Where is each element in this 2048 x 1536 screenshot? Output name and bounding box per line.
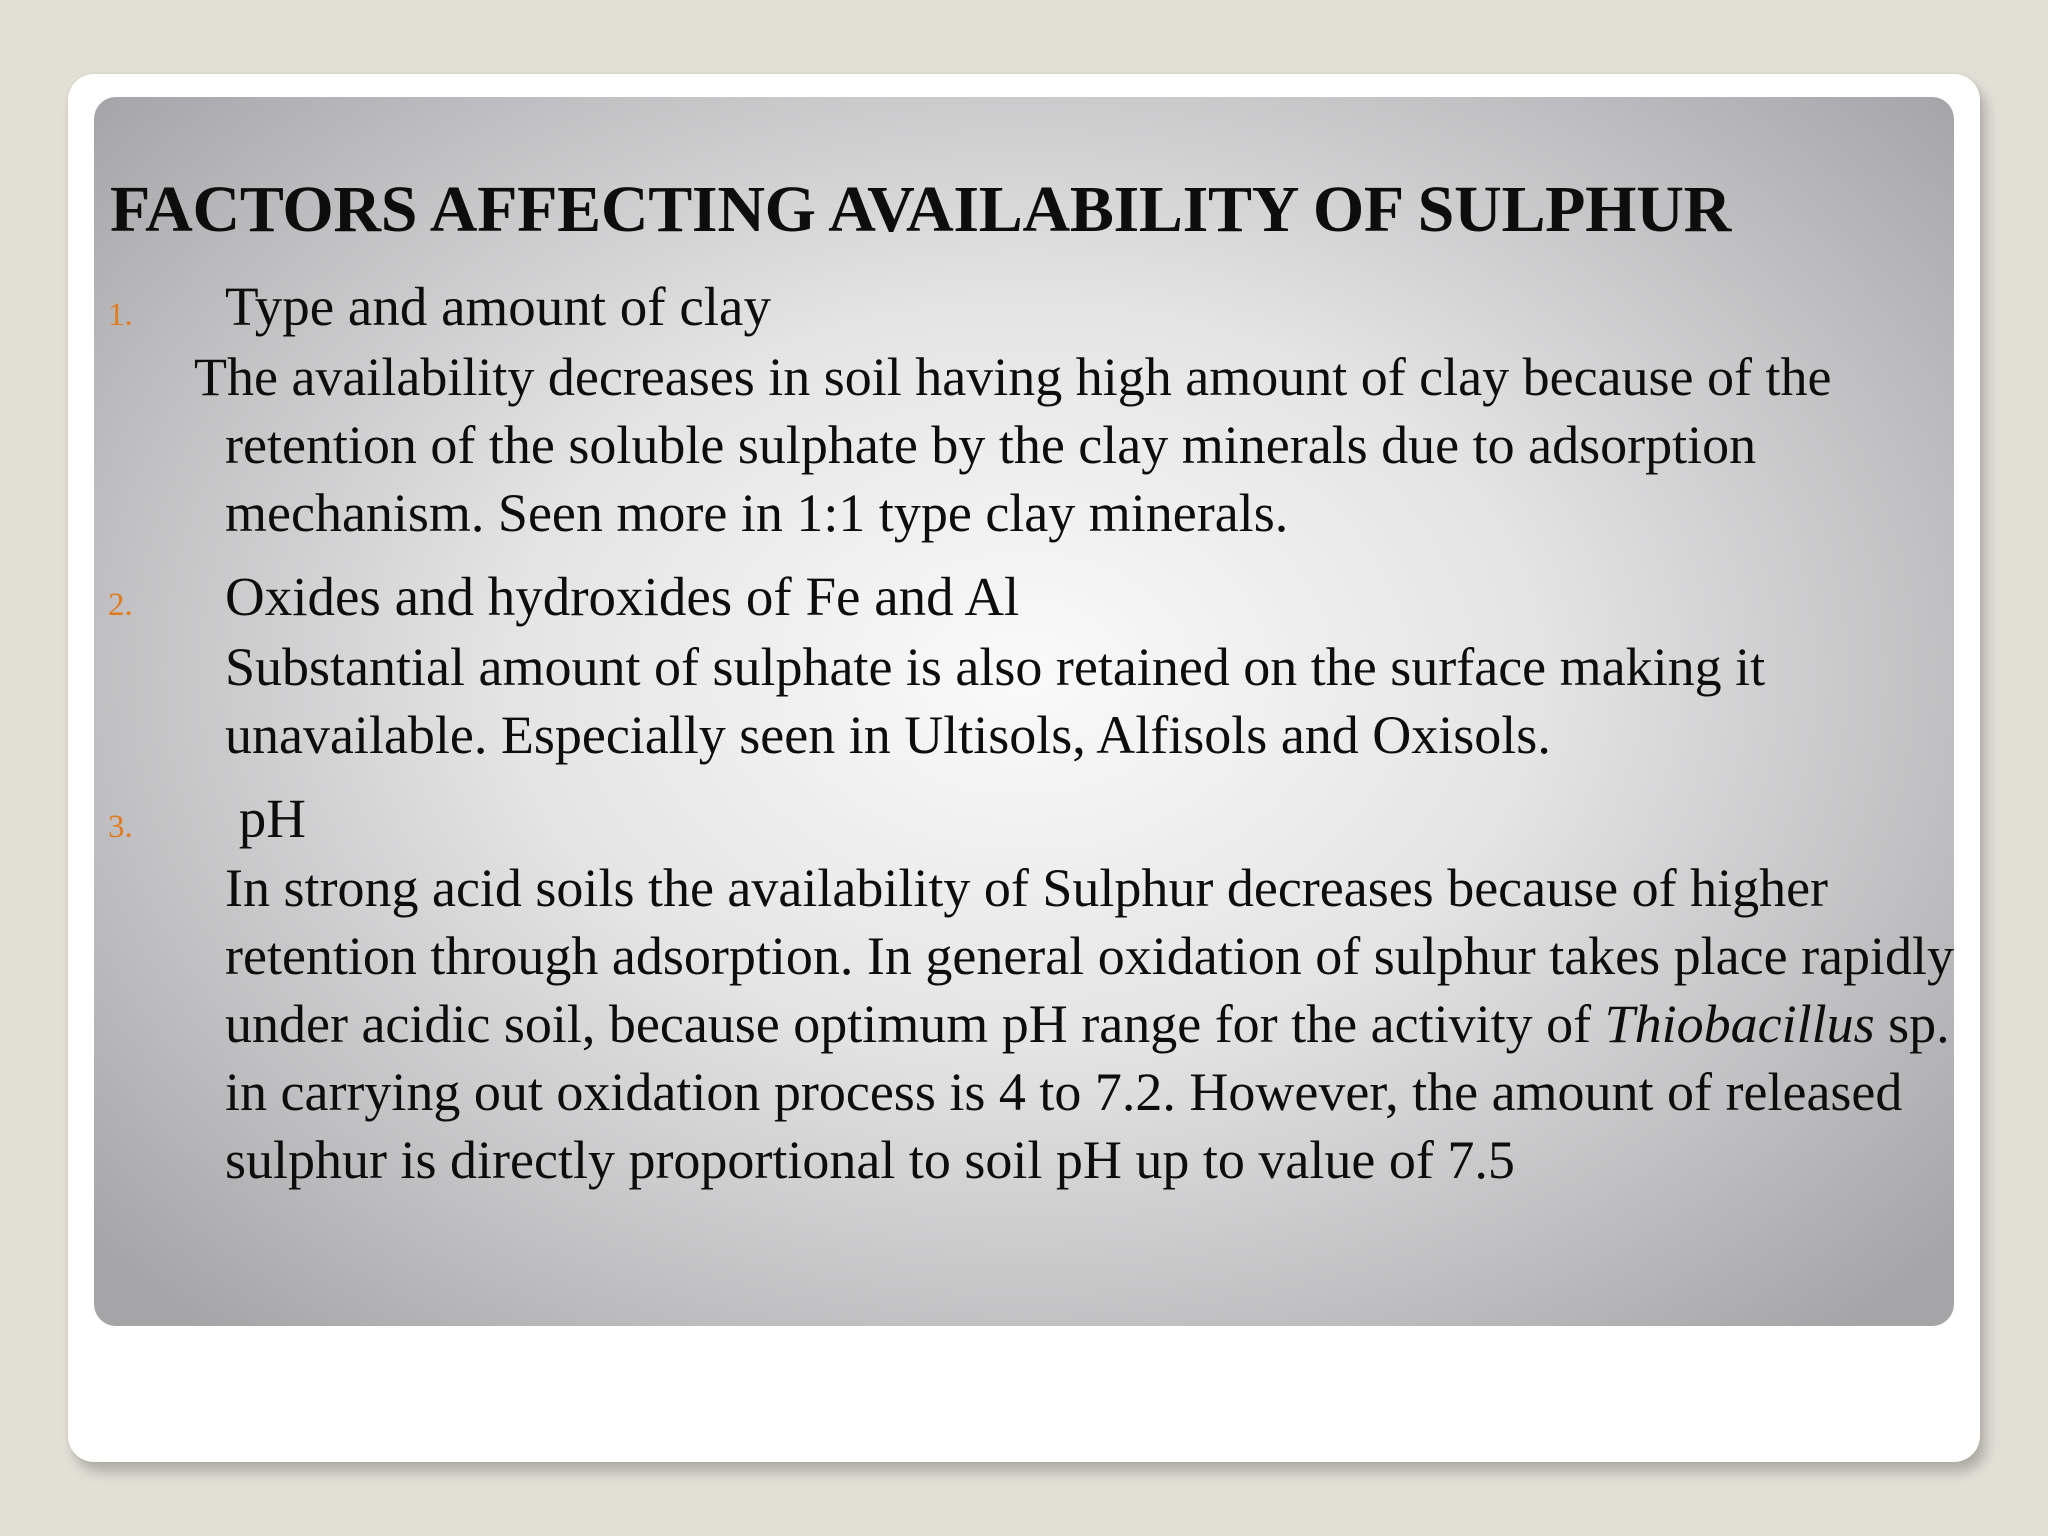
item-text-1: The availability decreases in soil having high amount of clay because of the retention of the soluble sulphate by the clay minerals due to adsorption mechanism. Seen more in 1:1 type clay minerals.	[194, 347, 1832, 543]
item-heading-3: pH	[225, 788, 306, 849]
item-text-3-part-2: sp. in carrying out oxidation process is 4 to 7.2. However, the amount of released sulphur is directly proportional to soil pH up to value of 7.5	[225, 994, 1950, 1190]
list-number-1: 1.	[108, 297, 133, 333]
organism-name: Thiobacillus	[1604, 994, 1875, 1054]
slide-content	[94, 97, 1954, 1326]
list-number-3: 3.	[108, 809, 133, 845]
item-heading-2: Oxides and hydroxides of Fe and Al	[225, 566, 1020, 627]
item-text-3	[225, 854, 1954, 1194]
item-heading-1: Type and amount of clay	[225, 276, 771, 337]
item-text-2: Substantial amount of sulphate is also retained on the surface making it unavailable. Especially seen in Ultisols, Alfisols and Oxisols.	[225, 637, 1766, 765]
list-number-2: 2.	[108, 587, 133, 623]
slide-panel	[94, 97, 1954, 1326]
item-text-3-part-1: In strong acid soils the availability of Sulphur decreases because of higher retention through adsorption. In general oxidation of sulphur takes place rapidly under acidic soil, because optimum pH range for the activity of	[225, 858, 1954, 1054]
slide-title: FACTORS AFFECTING AVAILABILITY OF SULPHUR	[110, 173, 1731, 246]
